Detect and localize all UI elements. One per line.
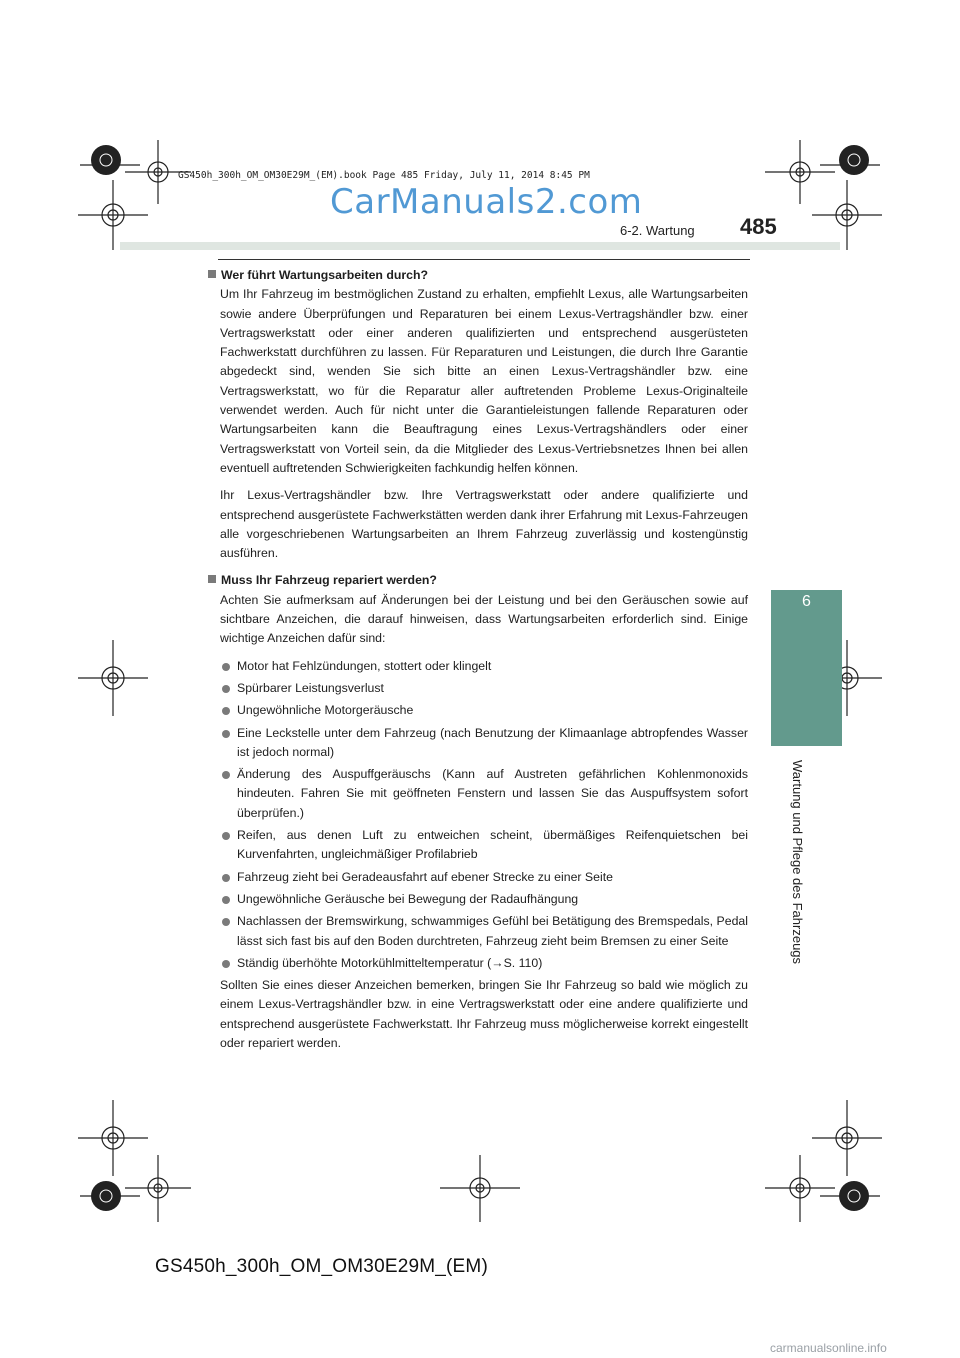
- square-bullet-icon: [208, 575, 216, 583]
- list-item: Ständig überhöhte Motorkühlmitteltemperatur (→S. 110): [208, 954, 748, 973]
- chapter-tab-number: 6: [802, 593, 811, 610]
- footer-code: GS450h_300h_OM_OM30E29M_(EM): [155, 1256, 488, 1277]
- bullet-dot-icon: [222, 960, 230, 968]
- bullet-dot-icon: [222, 832, 230, 840]
- watermark-link[interactable]: CarManuals2.com: [330, 182, 643, 222]
- paragraph: Ihr Lexus-Vertragshändler bzw. Ihre Vertragswerkstatt oder andere qualifizierte und entsprechend ausgerüstete Fachwerkstätten werden dank ihrer Erfahrung mit Lexus-Fahrzeugen alle vorgeschriebenen Wartungsarbeiten an Ihrem Fahrzeug zuverlässig und kostengünstig ausführen.: [220, 488, 748, 561]
- list-item: Motor hat Fehlzündungen, stottert oder klingelt: [208, 657, 748, 676]
- list-item: Spürbarer Leistungsverlust: [208, 679, 748, 698]
- symptom-list: [208, 657, 748, 973]
- crosshair-mark-icon: [812, 1100, 882, 1176]
- section-title: 6-2. Wartung: [620, 223, 695, 238]
- bullet-dot-icon: [222, 663, 230, 671]
- page-content: [208, 266, 748, 1053]
- chapter-title: Wartung und Pflege des Fahrzeugs: [790, 760, 805, 965]
- list-item: Nachlassen der Bremswirkung, schwammiges Gefühl bei Betätigung des Bremspedals, Pedal lässt sich fast bis auf den Boden durchtreten, Fahrzeug zieht beim Bremsen zu einer Seite: [208, 912, 748, 951]
- paragraph: Achten Sie aufmerksam auf Änderungen bei der Leistung und bei den Geräuschen sowie auf sichtbare Anzeichen, die darauf hinweisen, dass Wartungsarbeiten erforderlich sind. Einige wichtige Anzeichen dafür sind:: [220, 592, 748, 646]
- heading-repair: Muss Ihr Fahrzeug repariert werden?: [208, 571, 748, 590]
- book-info: GS450h_300h_OM_OM30E29M_(EM).book Page 485 Friday, July 11, 2014 8:45 PM: [178, 170, 590, 181]
- bullet-dot-icon: [222, 685, 230, 693]
- page-number: 485: [740, 214, 777, 239]
- list-item: Fahrzeug zieht bei Geradeausfahrt auf ebener Strecke zu einer Seite: [208, 868, 748, 887]
- crosshair-mark-icon: [78, 640, 148, 716]
- crosshair-mark-icon: [765, 1155, 835, 1222]
- square-bullet-icon: [208, 270, 216, 278]
- site-watermark: carmanualsonline.info: [770, 1341, 887, 1355]
- bullet-dot-icon: [222, 730, 230, 738]
- bullet-dot-icon: [222, 707, 230, 715]
- header-rule: [218, 259, 750, 260]
- chapter-tab: [771, 590, 842, 746]
- crosshair-mark-icon: [812, 180, 882, 250]
- paragraph: Sollten Sie eines dieser Anzeichen bemerken, bringen Sie Ihr Fahrzeug so bald wie möglich zu einem Lexus-Vertragshändler bzw. in eine Vertragswerkstatt oder eine andere qualifizierte und entsprechend ausgerüstete Fachwerkstatt. Ihr Fahrzeug muss möglicherweise korrekt eingestellt oder repariert werden.: [220, 978, 748, 1050]
- starburst-mark-icon: [839, 145, 869, 175]
- bullet-dot-icon: [222, 896, 230, 904]
- paragraph: Um Ihr Fahrzeug im bestmöglichen Zustand zu erhalten, empfiehlt Lexus, alle Wartungsarbeiten sowie andere Überprüfungen und Reparaturen bei einem Lexus-Vertragshändler bzw. einer Vertragswerkstatt oder einer anderen qualifizierten und entsprechend ausgerüsteten Fachwerkstatt durchführen zu lassen. Für Reparaturen und Leistungen, die durch Ihre Garantie abgedeckt sind, wenden Sie sich bitte an einen Lexus-Vertragshändler bzw. eine Vertragswerkstatt, wo für die Reparatur aller auftretenden Probleme Lexus-Originalteile verwendet werden. Auch für nicht unter die Garantieleistungen fallende Reparaturen oder Wartungsarbeiten kann die Beauftragung eines Lexus-Vertragshändlers oder einer Vertragswerkstatt von Vorteil sein, da die Mitglieder des Lexus-Vertriebsnetzes Ihnen bei allen eventuell auftretenden Schwierigkeiten fachkundig helfen können.: [220, 287, 748, 475]
- heading-maintenance: Wer führt Wartungsarbeiten durch?: [208, 266, 748, 285]
- bullet-dot-icon: [222, 874, 230, 882]
- list-item: Änderung des Auspuffgeräuschs (Kann auf Austreten gefährlichen Kohlenmonoxids hindeuten. Fahren Sie mit geöffneten Fenstern und lassen Sie das Auspuffsystem sofort überprüfen.): [208, 765, 748, 823]
- header-bar: [120, 242, 840, 250]
- list-item: Reifen, aus denen Luft zu entweichen scheint, übermäßiges Reifenquietschen bei Kurvenfahrten, ungleichmäßiger Profilabrieb: [208, 826, 748, 865]
- crosshair-mark-icon: [765, 140, 835, 204]
- crosshair-mark-icon: [125, 1155, 191, 1222]
- crosshair-mark-icon: [78, 180, 148, 250]
- starburst-mark-icon: [839, 1181, 869, 1211]
- list-item: Eine Leckstelle unter dem Fahrzeug (nach Benutzung der Klimaanlage abtropfendes Wasser ist jedoch normal): [208, 724, 748, 763]
- list-item: Ungewöhnliche Motorgeräusche: [208, 701, 748, 720]
- chapter-tab-label: [781, 760, 809, 965]
- list-item: Ungewöhnliche Geräusche bei Bewegung der Radaufhängung: [208, 890, 748, 909]
- crosshair-mark-icon: [78, 1100, 148, 1176]
- bullet-dot-icon: [222, 918, 230, 926]
- crosshair-mark-icon: [440, 1155, 520, 1222]
- starburst-mark-icon: [91, 1181, 121, 1211]
- starburst-mark-icon: [91, 145, 121, 175]
- bullet-dot-icon: [222, 771, 230, 779]
